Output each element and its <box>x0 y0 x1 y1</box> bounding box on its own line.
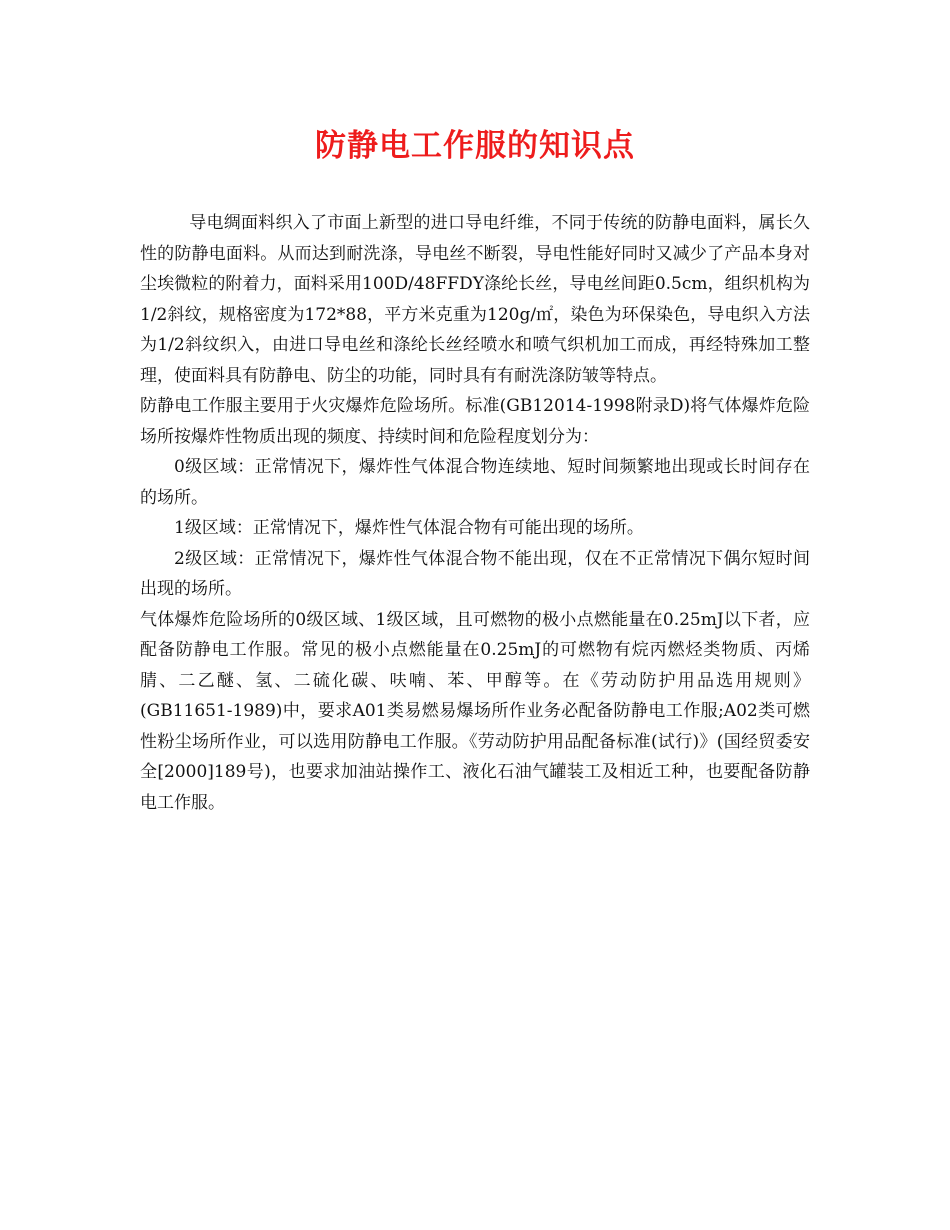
paragraph-zone-0: 0级区域：正常情况下，爆炸性气体混合物连续地、短时间频繁地出现或长时间存在的场所。 <box>140 457 810 508</box>
paragraph-zone-2: 2级区域：正常情况下，爆炸性气体混合物不能出现，仅在不正常情况下偶尔短时间出现的场所。 <box>140 548 810 599</box>
paragraph-zone-1: 1级区域：正常情况下，爆炸性气体混合物有可能出现的场所。 <box>174 518 644 538</box>
document-body <box>140 208 810 818</box>
paragraph-fabric-description: 导电绸面料织入了市面上新型的进口导电纤维，不同于传统的防静电面料，属长久性的防静电面料。从而达到耐洗涤，导电丝不断裂，导电性能好同时又减少了产品本身对尘埃微粒的附着力，面料采用100D/48FFDY涤纶长丝，导电丝间距0.5cm，组织机构为1/2斜纹，规格密度为172*88，平方米克重为120g/㎡，染色为环保染色，导电织入方法为1/2斜纹织入，由进口导电丝和涤纶长丝经喷水和喷气织机加工而成，再经特殊加工整理，使面料具有防静电、防尘的功能，同时具有有耐洗涤防皱等特点。 <box>140 213 810 386</box>
paragraph-requirements: 气体爆炸危险场所的0级区域、1级区域，且可燃物的极小点燃能量在0.25mJ以下者，应配备防静电工作服。常见的极小点燃能量在0.25mJ的可燃物有烷丙燃烃类物质、丙烯腈、二乙醚、氢、二硫化碳、呋喃、苯、甲醇等。在《劳动防护用品选用规则》(GB11651-1989)中，要求A01类易燃易爆场所作业务必配备防静电工作服;A02类可燃性粉尘场所作业，可以选用防静电工作服。《劳动防护用品配备标准(试行)》(国经贸委安全[2000]189号)，也要求加油站操作工、液化石油气罐装工及相近工种，也要配备防静电工作服。 <box>140 609 810 813</box>
paragraph-usage-standard: 防静电工作服主要用于火灾爆炸危险场所。标准(GB12014-1998附录D)将气体爆炸危险场所按爆炸性物质出现的频度、持续时间和危险程度划分为： <box>140 396 810 447</box>
page-title: 防静电工作服的知识点 <box>315 128 635 164</box>
